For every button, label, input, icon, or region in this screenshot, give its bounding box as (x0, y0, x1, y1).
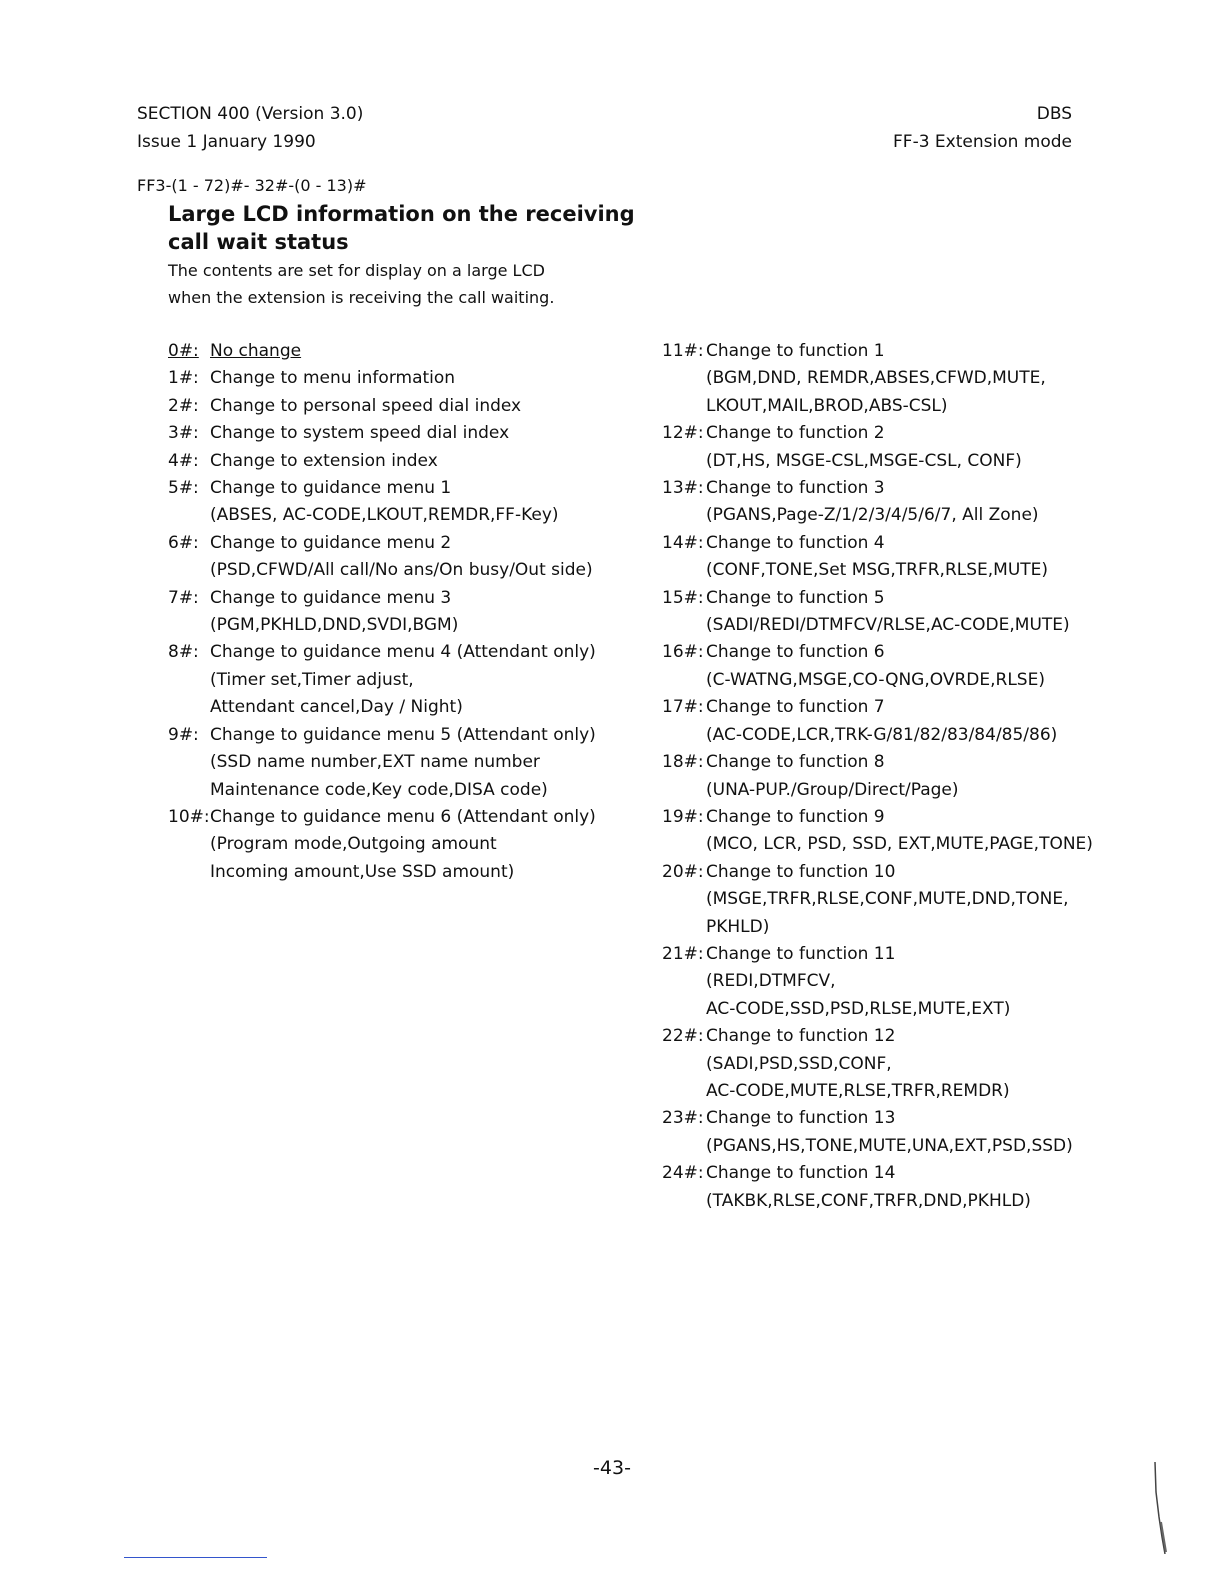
option-number: 2#: (168, 395, 199, 416)
option-number: 23#: (662, 1108, 704, 1129)
option-label: Change to function 11 (706, 943, 896, 964)
option-detail: (CONF,TONE,Set MSG,TRFR,RLSE,MUTE) (706, 560, 1049, 581)
option-item (168, 338, 638, 365)
option-label: Change to system speed dial index (210, 423, 510, 444)
item-description (168, 257, 628, 311)
option-number: 8#: (168, 642, 199, 663)
page-number: -43- (593, 1457, 631, 1479)
product-label: DBS (1036, 104, 1072, 124)
option-item (662, 530, 1102, 585)
option-label: Change to function 6 (706, 642, 885, 663)
option-label: No change (210, 341, 302, 361)
section-label: SECTION 400 (Version 3.0) (137, 104, 364, 124)
feature-code: FF3-(1 - 72)#- 32#-(0 - 13)# (137, 176, 367, 195)
option-detail: (SADI,PSD,SSD,CONF, (706, 1053, 892, 1074)
option-detail: AC-CODE,SSD,PSD,RLSE,MUTE,EXT) (706, 998, 1011, 1019)
option-label: Change to personal speed dial index (210, 395, 522, 416)
option-label: Change to guidance menu 4 (Attendant only) (210, 642, 596, 663)
option-label: Change to menu information (210, 368, 456, 389)
option-item (662, 1023, 1102, 1105)
option-label: Change to function 5 (706, 587, 885, 608)
option-item (168, 530, 638, 585)
option-detail: (TAKBK,RLSE,CONF,TRFR,DND,PKHLD) (706, 1190, 1031, 1211)
desc-line-2: when the extension is receiving the call waiting. (168, 288, 555, 307)
title-line-2: call wait status (168, 230, 349, 254)
option-number: 10#: (168, 806, 210, 827)
option-number: 13#: (662, 478, 704, 499)
option-item (168, 585, 638, 640)
option-label: Change to function 4 (706, 532, 885, 553)
header-right (820, 100, 1072, 156)
option-item (168, 639, 638, 721)
right-option-list (662, 338, 1102, 1215)
option-number: 18#: (662, 752, 704, 773)
option-number: 4#: (168, 450, 199, 471)
option-label: Change to guidance menu 1 (210, 478, 452, 499)
option-number: 19#: (662, 806, 704, 827)
option-number: 16#: (662, 642, 704, 663)
option-detail: (SADI/REDI/DTMFCV/RLSE,AC-CODE,MUTE) (706, 615, 1070, 636)
option-detail: (DT,HS, MSGE-CSL,MSGE-CSL, CONF) (706, 450, 1022, 471)
option-number: 9#: (168, 724, 199, 745)
option-item (168, 393, 638, 420)
option-detail: LKOUT,MAIL,BROD,ABS-CSL) (706, 395, 948, 416)
option-item (168, 475, 638, 530)
mode-label: FF-3 Extension mode (893, 132, 1072, 152)
option-number: 11#: (662, 341, 704, 361)
option-detail: (PGM,PKHLD,DND,SVDI,BGM) (210, 615, 459, 636)
option-number: 21#: (662, 943, 704, 964)
option-label: Change to function 8 (706, 752, 885, 773)
option-label: Change to function 3 (706, 478, 885, 499)
option-item (662, 1160, 1102, 1215)
option-label: Change to function 13 (706, 1108, 896, 1129)
option-number: 15#: (662, 587, 704, 608)
option-label: Change to function 7 (706, 697, 885, 718)
header-left (137, 100, 363, 156)
option-number: 5#: (168, 478, 199, 499)
option-detail: Maintenance code,Key code,DISA code) (210, 779, 548, 800)
option-item (662, 639, 1102, 694)
option-item (662, 804, 1102, 859)
option-detail: (MCO, LCR, PSD, SSD, EXT,MUTE,PAGE,TONE) (706, 834, 1093, 855)
option-detail: (PGANS,Page-Z/1/2/3/4/5/6/7, All Zone) (706, 505, 1039, 526)
option-item (662, 338, 1102, 420)
option-item (662, 749, 1102, 804)
option-number: 24#: (662, 1163, 704, 1184)
left-option-list (168, 338, 638, 886)
option-number: 14#: (662, 532, 704, 553)
option-detail: (Program mode,Outgoing amount (210, 834, 497, 855)
option-detail: (PGANS,HS,TONE,MUTE,UNA,EXT,PSD,SSD) (706, 1135, 1073, 1156)
option-item (662, 859, 1102, 941)
title-line-1: Large LCD information on the receiving (168, 202, 635, 226)
option-detail: (ABSES, AC-CODE,LKOUT,REMDR,FF-Key) (210, 505, 559, 526)
option-number: 20#: (662, 861, 704, 882)
option-detail: PKHLD) (706, 916, 770, 937)
option-label: Change to function 2 (706, 423, 885, 444)
option-detail: AC-CODE,MUTE,RLSE,TRFR,REMDR) (706, 1080, 1010, 1101)
option-detail: (PSD,CFWD/All call/No ans/On busy/Out side) (210, 560, 593, 581)
option-label: Change to guidance menu 5 (Attendant only) (210, 724, 596, 745)
option-number: 7#: (168, 587, 199, 608)
footer-rule (124, 1557, 267, 1558)
option-detail: Attendant cancel,Day / Night) (210, 697, 463, 718)
option-item (168, 804, 638, 886)
option-item (168, 722, 638, 804)
option-label: Change to function 1 (706, 341, 885, 361)
option-number: 1#: (168, 368, 199, 389)
option-number: 17#: (662, 697, 704, 718)
option-item (168, 365, 638, 392)
option-item (662, 941, 1102, 1023)
option-item (662, 1105, 1102, 1160)
option-item (662, 420, 1102, 475)
option-label: Change to function 12 (706, 1026, 896, 1047)
option-detail: (REDI,DTMFCV, (706, 971, 836, 992)
option-detail: (MSGE,TRFR,RLSE,CONF,MUTE,DND,TONE, (706, 889, 1069, 910)
option-label: Change to function 10 (706, 861, 896, 882)
option-detail: (AC-CODE,LCR,TRK-G/81/82/83/84/85/86) (706, 724, 1058, 745)
option-detail: (C-WATNG,MSGE,CO-QNG,OVRDE,RLSE) (706, 669, 1045, 690)
option-detail: Incoming amount,Use SSD amount) (210, 861, 515, 882)
issue-label: Issue 1 January 1990 (137, 132, 316, 152)
option-number: 12#: (662, 423, 704, 444)
scan-artifact (1153, 1462, 1169, 1554)
option-item (168, 448, 638, 475)
option-detail: (SSD name number,EXT name number (210, 752, 540, 773)
option-number: 6#: (168, 532, 199, 553)
option-label: Change to function 14 (706, 1163, 896, 1184)
option-label: Change to function 9 (706, 806, 885, 827)
option-item (168, 420, 638, 447)
desc-line-1: The contents are set for display on a large LCD (168, 261, 545, 280)
option-item (662, 585, 1102, 640)
option-number: 0#: (168, 341, 199, 361)
option-detail: (BGM,DND, REMDR,ABSES,CFWD,MUTE, (706, 368, 1046, 389)
option-label: Change to guidance menu 3 (210, 587, 452, 608)
item-title (168, 200, 648, 256)
option-label: Change to guidance menu 2 (210, 532, 452, 553)
option-detail: (Timer set,Timer adjust, (210, 669, 414, 690)
option-number: 22#: (662, 1026, 704, 1047)
option-label: Change to extension index (210, 450, 438, 471)
option-item (662, 694, 1102, 749)
option-detail: (UNA-PUP./Group/Direct/Page) (706, 779, 959, 800)
option-item (662, 475, 1102, 530)
option-label: Change to guidance menu 6 (Attendant only) (210, 806, 596, 827)
option-number: 3#: (168, 423, 199, 444)
